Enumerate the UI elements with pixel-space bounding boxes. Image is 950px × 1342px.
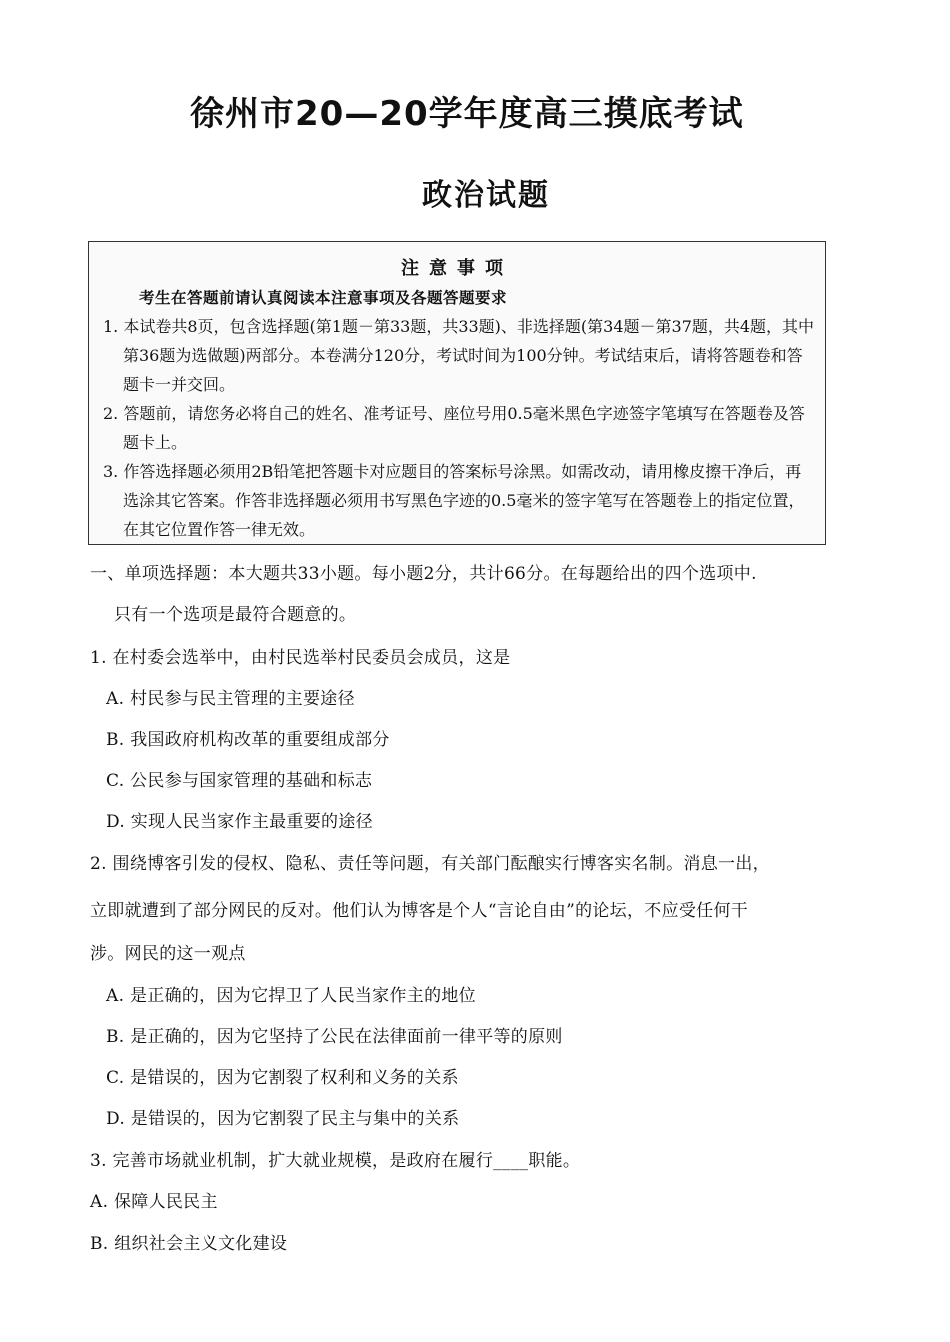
question-1-option-b: B. 我国政府机构改革的重要组成部分 — [106, 730, 390, 750]
question-3-stem: 3. 完善市场就业机制，扩大就业规模，是政府在履行____职能。 — [90, 1151, 581, 1171]
question-1-option-c: C. 公民参与国家管理的基础和标志 — [106, 771, 373, 791]
question-1-option-d: D. 实现人民当家作主最重要的途径 — [106, 812, 373, 832]
question-2-option-d: D. 是错误的，因为它割裂了民主与集中的关系 — [106, 1109, 460, 1129]
question-2-stem-line3: 涉。网民的这一观点 — [90, 944, 246, 964]
section-instruction-line2: 只有一个选项是最符合题意的。 — [114, 605, 357, 625]
notice-item-1: 1. 本试卷共8页，包含选择题(第1题－第33题，共33题)、非选择题(第34题－第37题，共4题，其中第36题为选做题)两部分。本卷满分120分，考试时间为100分钟。考试结束后，请将答题卷和答题卡一并交回。 — [103, 317, 815, 394]
exam-subtitle: 政治试题 — [422, 178, 550, 213]
question-2-stem-line1: 2. 围绕博客引发的侵权、隐私、责任等问题，有关部门酝酿实行博客实名制。消息一出， — [90, 854, 770, 874]
question-1-stem: 1. 在村委会选举中，由村民选举村民委员会成员，这是 — [90, 648, 511, 668]
notice-box — [88, 241, 826, 545]
notice-title: 注意事项 — [401, 258, 513, 279]
question-3-option-a: A. 保障人民民主 — [90, 1192, 218, 1212]
question-3-option-b: B. 组织社会主义文化建设 — [90, 1234, 288, 1254]
section-instruction-line1: 一、单项选择题：本大题共33小题。每小题2分，共计66分。在每题给出的四个选项中. — [90, 564, 757, 584]
question-2-option-c: C. 是错误的，因为它割裂了权利和义务的关系 — [106, 1068, 459, 1088]
question-1-option-a: A. 村民参与民主管理的主要途径 — [106, 689, 355, 709]
notice-item-3: 3. 作答选择题必须用2B铅笔把答题卡对应题目的答案标号涂黑。如需改动，请用橡皮擦干净后，再选涂其它答案。作答非选择题必须用书写黑色字迹的0.5毫米的签字笔写在答题卷上的指定位置，在其它位置作答一律无效。 — [103, 462, 805, 539]
question-2-option-b: B. 是正确的，因为它坚持了公民在法律面前一律平等的原则 — [106, 1027, 563, 1047]
question-2-option-a: A. 是正确的，因为它捍卫了人民当家作主的地位 — [106, 986, 476, 1006]
exam-title: 徐州市20—20学年度高三摸底考试 — [190, 94, 744, 134]
question-2-stem-line2: 立即就遭到了部分网民的反对。他们认为博客是个人“言论自由”的论坛，不应受任何干 — [90, 901, 749, 921]
notice-item-2: 2. 答题前，请您务必将自己的姓名、准考证号、座位号用0.5毫米黑色字迹签字笔填写在答题卷及答题卡上。 — [103, 404, 805, 452]
notice-intro: 考生在答题前请认真阅读本注意事项及各题答题要求 — [139, 288, 508, 307]
